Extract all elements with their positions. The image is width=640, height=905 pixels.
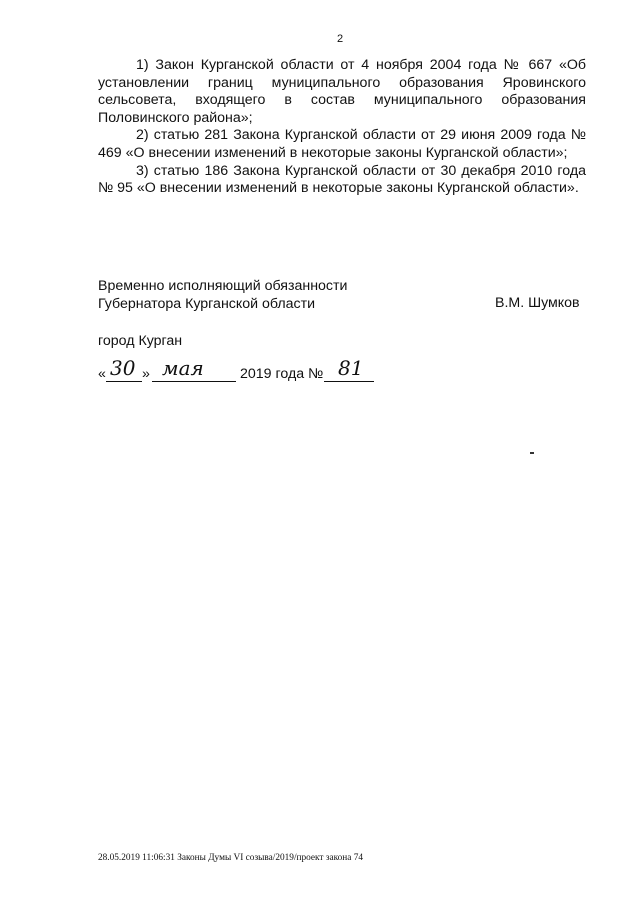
date-close-quote: » [142,366,150,382]
signatory-name: В.М. Шумков [495,295,580,311]
document-number-handwritten: 81 [338,356,364,380]
date-day-handwritten: 30 [110,356,136,380]
signature-title-line-2: Губернатора Курганской области [98,295,316,312]
day-underline [106,381,142,382]
scan-speck [530,452,534,454]
paragraph-2: 2) статью 281 Закона Курганской области от 29 июня 2009 года № 469 «О внесении изменений в некоторые законы Курганской области»; [98,127,586,161]
page-number: 2 [336,33,344,45]
signature-title-line-1: Временно исполняющий обязанности [98,278,348,294]
month-underline [152,381,236,382]
signature-title [98,278,347,313]
paragraph-1: 1) Закон Курганской области от 4 ноября 2004 года № 667 «Об установлении границ муниципального образования Яровинского сельсовета, входящего в состав муниципального образования Половинского района»; [98,57,586,126]
footer-stamp: 28.05.2019 11:06:31 Законы Думы VI созыва/2019/проект закона 74 [98,853,364,863]
date-line [98,358,398,384]
paragraph-3: 3) статью 186 Закона Курганской области от 30 декабря 2010 года № 95 «О внесении изменений в некоторые законы Курганской области». [98,162,586,197]
number-underline [324,381,374,382]
city: город Курган [98,333,183,349]
document-body [98,57,586,198]
date-open-quote: « [98,366,106,382]
date-month-handwritten: мая [162,356,204,380]
date-year-text: 2019 года № [240,366,324,382]
